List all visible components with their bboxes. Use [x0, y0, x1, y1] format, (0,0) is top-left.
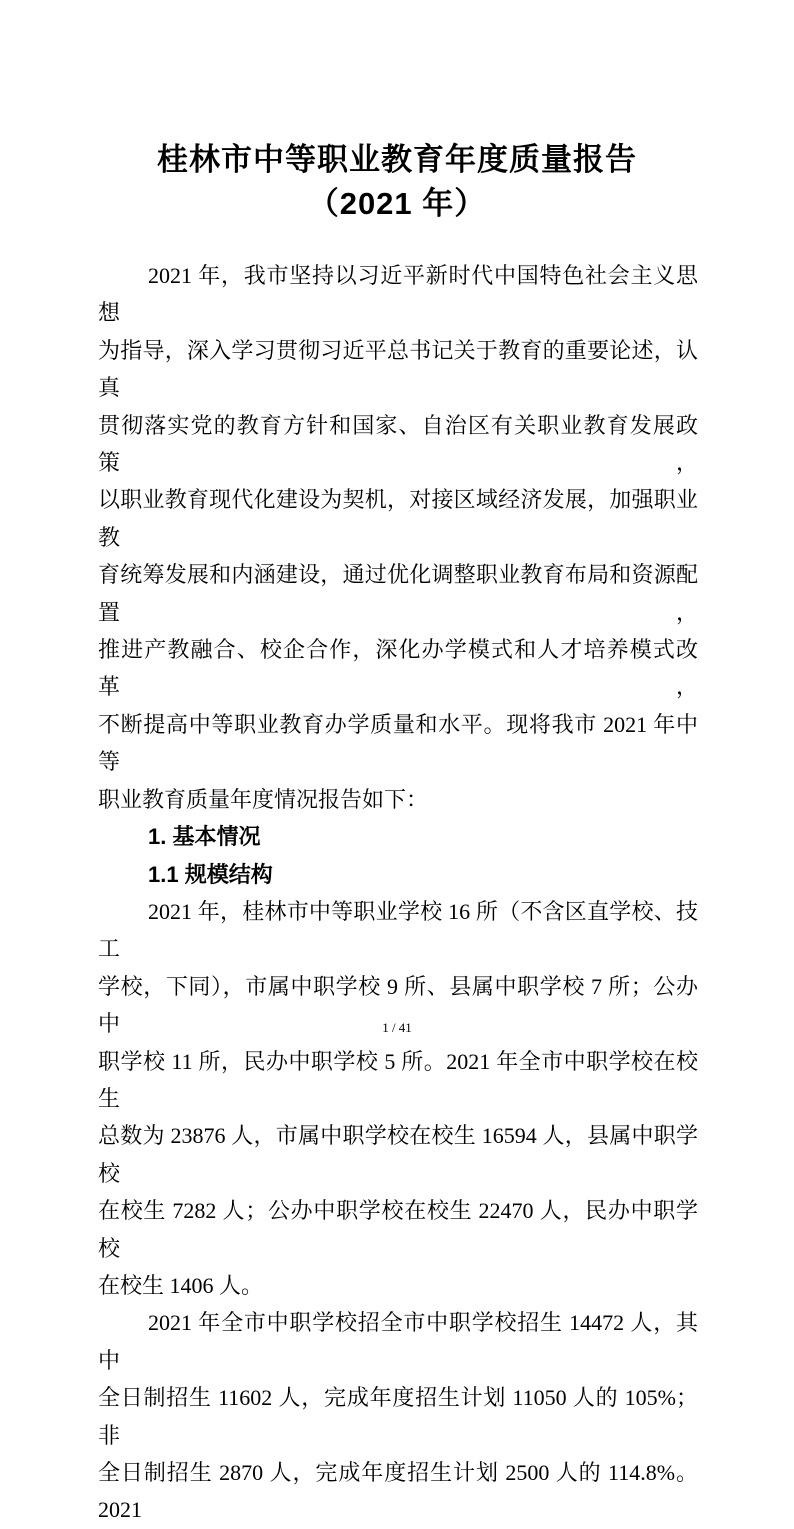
text-line: 全日制招生 2870 人，完成年度招生计划 2500 人的 114.8%。2021 — [98, 1460, 698, 1523]
document-title — [0, 0, 794, 226]
text-line: 贯彻落实党的教育方针和国家、自治区有关职业教育发展政策， — [98, 412, 698, 476]
text-line: 2021 年，桂林市中等职业学校 16 所（不含区直学校、技工 — [98, 898, 698, 962]
title-line-1: 桂林市中等职业教育年度质量报告 — [157, 142, 637, 177]
paragraph-enrollment — [98, 1304, 698, 1528]
heading-section-1: 1. 基本情况 — [148, 824, 261, 850]
text-line: 为指导，深入学习贯彻习近平总书记关于教育的重要论述，认真 — [98, 337, 698, 401]
text-line: 职业教育质量年度情况报告如下： — [98, 786, 429, 812]
paragraph-scale-structure — [98, 893, 698, 1304]
text-line: 不断提高中等职业教育办学质量和水平。现将我市 2021 年中等 — [98, 711, 698, 775]
page-number: 1 / 41 — [382, 1020, 412, 1035]
text-line: 学校，下同），市属中职学校 9 所、县属中职学校 7 所；公办中 — [98, 973, 698, 1037]
text-line: 总数为 23876 人，市属中职学校在校生 16594 人，县属中职学校 — [98, 1123, 698, 1186]
text-line: 在校生 7282 人；公办中职学校在校生 22470 人，民办中职学校 — [98, 1198, 698, 1261]
text-line: 以职业教育现代化建设为契机，对接区域经济发展，加强职业教 — [98, 487, 698, 550]
title-line-2: （2021 年） — [307, 186, 487, 221]
text-line: 2021 年，我市坚持以习近平新时代中国特色社会主义思想 — [98, 263, 698, 326]
text-line: 推进产教融合、校企合作，深化办学模式和人才培养模式改革， — [98, 637, 698, 700]
heading-section-1-1: 1.1 规模结构 — [148, 861, 273, 887]
text-line: 2021 年全市中职学校招全市中职学校招生 14472 人，其中 — [98, 1310, 698, 1373]
text-line: 全日制招生 11602 人，完成年度招生计划 11050 人的 105%；非 — [98, 1385, 698, 1448]
text-line: 职学校 11 所，民办中职学校 5 所。2021 年全市中职学校在校生 — [98, 1048, 698, 1111]
text-line: 育统筹发展和内涵建设，通过优化调整职业教育布局和资源配置， — [98, 562, 698, 625]
paragraph-intro — [98, 257, 698, 818]
document-body — [0, 257, 794, 1529]
text-line: 在校生 1406 人。 — [98, 1272, 264, 1298]
